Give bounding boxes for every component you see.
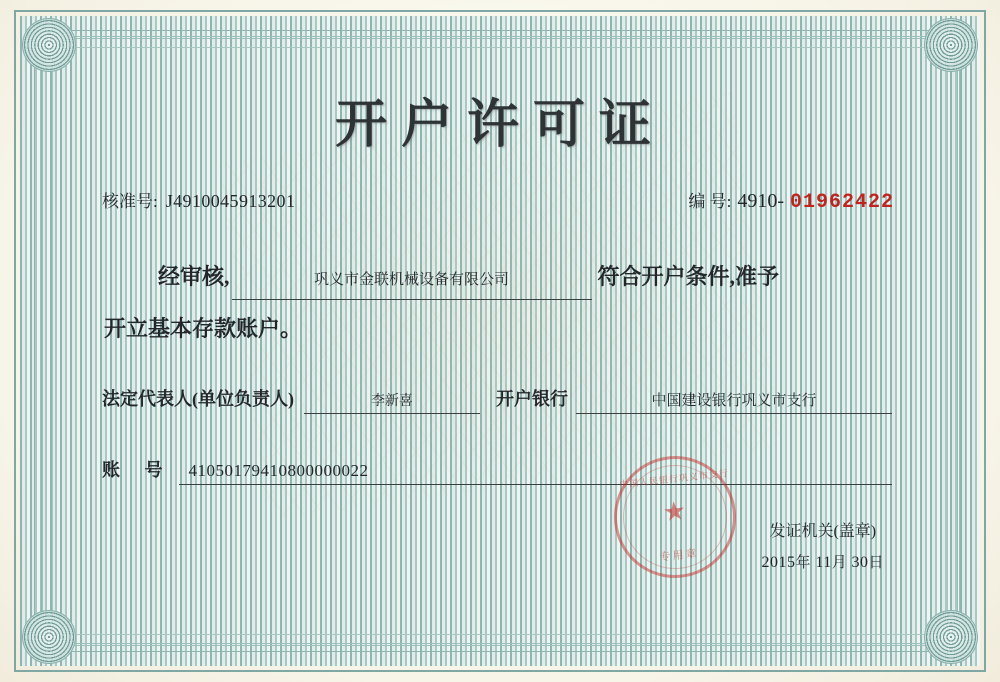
issuer-block	[762, 517, 884, 578]
bank-value-field: 中国建设银行巩义市支行	[576, 389, 892, 414]
seal-top-text: 中国人民银行巩义市支行	[618, 468, 730, 490]
approval-number-group	[102, 187, 295, 212]
account-number-field: 41050179410800000022	[179, 461, 893, 485]
company-name-field: 巩义市金联机械设备有限公司	[232, 265, 592, 300]
issuer-label: 发证机关(盖章)	[769, 523, 877, 541]
document-title: 开户许可证	[334, 94, 665, 155]
approval-serial-row	[102, 187, 898, 214]
body-line-second: 开立基本存款账户。	[104, 315, 303, 341]
issue-date	[762, 548, 884, 578]
serial-number-label: 编 号:	[688, 192, 732, 211]
approval-number-value: J4910045913201	[165, 191, 296, 211]
certificate-paper	[56, 52, 944, 630]
body-lead-text: 经审核,	[158, 264, 230, 289]
representative-value-field: 李新喜	[304, 390, 480, 414]
account-label: 账 号	[102, 459, 173, 480]
certificate-content	[56, 52, 944, 630]
issue-date-year: 2015	[761, 553, 796, 571]
approval-number-label: 核准号:	[102, 192, 158, 211]
account-row	[102, 456, 898, 485]
representative-label: 法定代表人(单位负责人)	[102, 388, 294, 409]
body-middle-text: 符合开户条件,准予	[597, 264, 780, 289]
seal-star-icon: ★	[661, 496, 688, 528]
body-line-first	[102, 254, 898, 300]
bank-label: 开户银行	[496, 388, 568, 409]
issue-date-month: 11	[815, 553, 832, 571]
body-block	[102, 254, 898, 351]
issue-date-day-unit: 日	[868, 554, 884, 571]
issue-date-day: 30	[851, 553, 869, 571]
seal-bottom-text: 专用章	[659, 547, 700, 564]
issue-date-year-unit: 年	[795, 554, 812, 571]
issue-date-month-unit: 月	[831, 554, 848, 571]
serial-number-group	[688, 187, 894, 214]
serial-number-prefix: 4910-	[737, 190, 784, 212]
serial-number-value: 01962422	[789, 191, 894, 214]
representative-bank-row	[102, 385, 898, 414]
